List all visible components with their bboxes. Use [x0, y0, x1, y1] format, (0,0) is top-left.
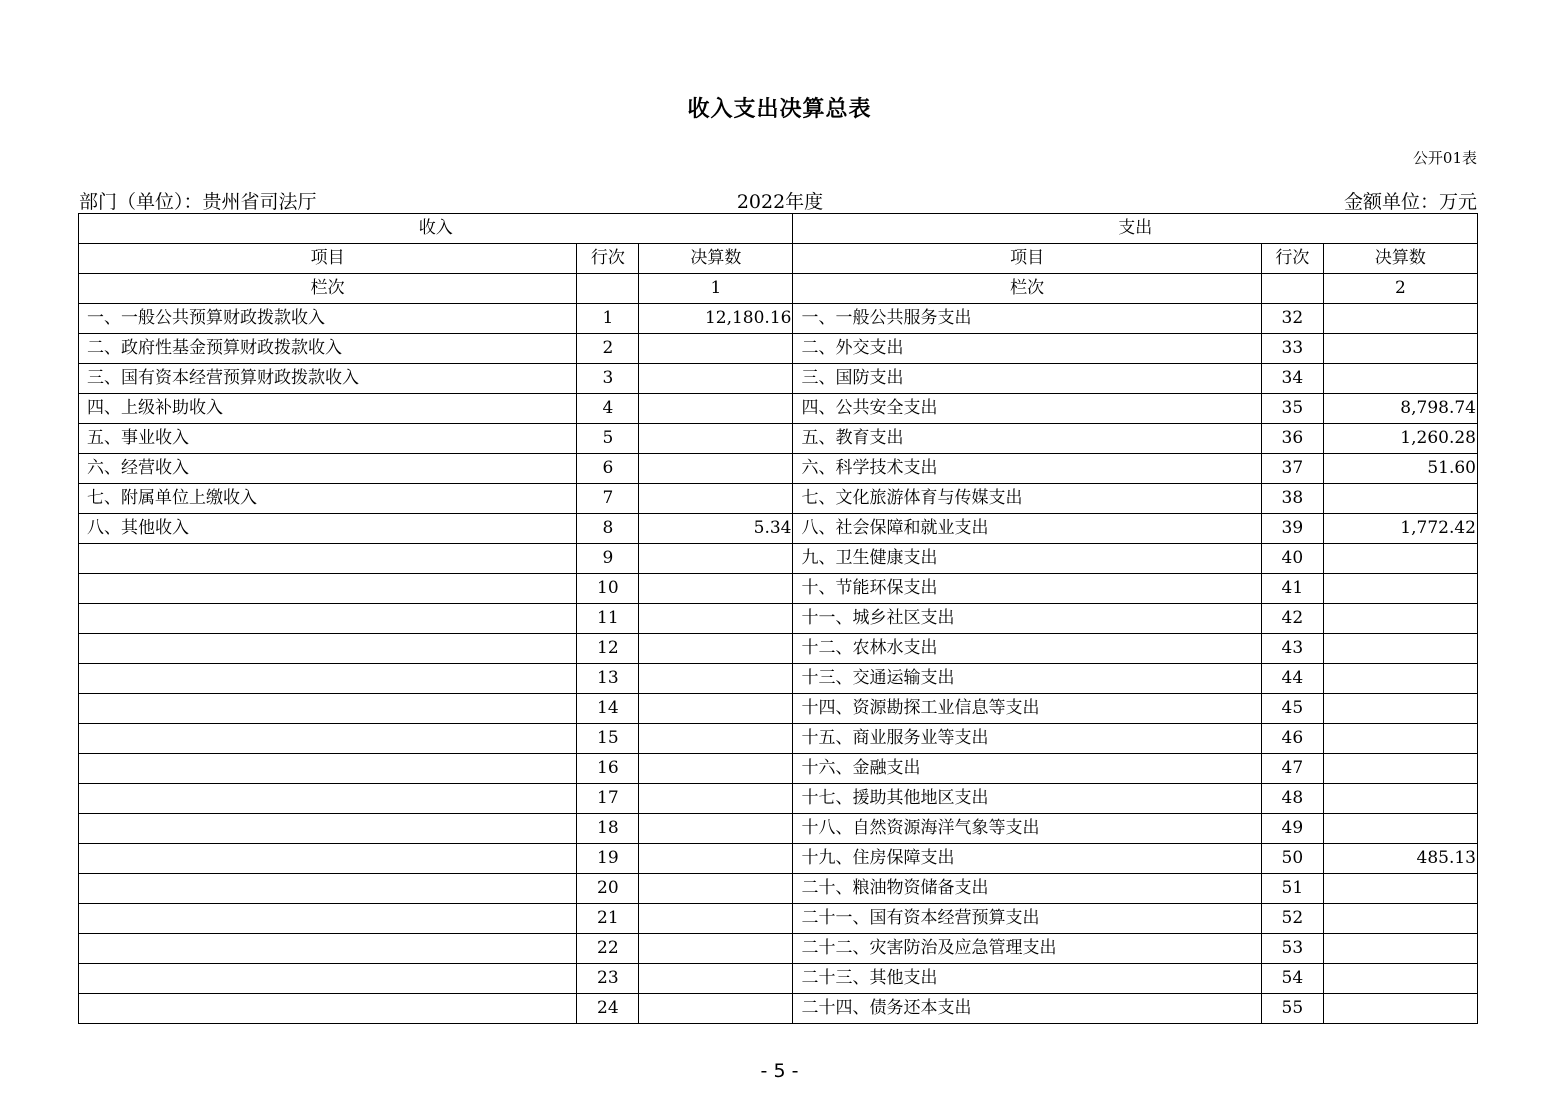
income-amount-cell — [639, 844, 793, 874]
page-number: - 5 - — [760, 1060, 799, 1082]
income-item-cell — [79, 574, 577, 604]
expense-line-cell: 46 — [1261, 724, 1323, 754]
income-amount-cell — [639, 394, 793, 424]
expense-line-cell: 42 — [1261, 604, 1323, 634]
table-row — [79, 304, 1478, 334]
expense-line-cell: 39 — [1261, 514, 1323, 544]
expense-item-header: 项目 — [793, 244, 1261, 274]
income-line-cell: 22 — [577, 934, 639, 964]
income-column-label: 栏次 — [79, 274, 577, 304]
income-amount-cell — [639, 994, 793, 1024]
expense-amount-cell — [1323, 814, 1477, 844]
expense-line-cell: 34 — [1261, 364, 1323, 394]
income-amount-cell — [639, 934, 793, 964]
income-amount-cell — [639, 424, 793, 454]
income-item-cell: 七、附属单位上缴收入 — [79, 484, 577, 514]
table-row — [79, 664, 1478, 694]
table-row — [79, 904, 1478, 934]
expense-amount-cell — [1323, 934, 1477, 964]
expense-line-cell: 45 — [1261, 694, 1323, 724]
income-item-cell — [79, 994, 577, 1024]
expense-item-cell: 七、文化旅游体育与传媒支出 — [793, 484, 1261, 514]
income-item-cell — [79, 694, 577, 724]
income-item-cell: 四、上级补助收入 — [79, 394, 577, 424]
expense-item-cell: 十六、金融支出 — [793, 754, 1261, 784]
income-item-cell — [79, 934, 577, 964]
expense-item-cell: 五、教育支出 — [793, 424, 1261, 454]
expense-amount-cell: 485.13 — [1323, 844, 1477, 874]
expense-item-cell: 二、外交支出 — [793, 334, 1261, 364]
expense-item-cell: 十八、自然资源海洋气象等支出 — [793, 814, 1261, 844]
income-item-cell — [79, 964, 577, 994]
income-amount-cell — [639, 604, 793, 634]
income-item-cell: 八、其他收入 — [79, 514, 577, 544]
expense-line-cell: 35 — [1261, 394, 1323, 424]
income-item-cell: 一、一般公共预算财政拨款收入 — [79, 304, 577, 334]
income-amount-cell — [639, 334, 793, 364]
section-header-row — [79, 214, 1478, 244]
income-amount-cell — [639, 364, 793, 394]
table-row — [79, 364, 1478, 394]
expense-line-cell: 48 — [1261, 784, 1323, 814]
expense-amount-cell — [1323, 304, 1477, 334]
income-item-cell — [79, 754, 577, 784]
table-row — [79, 454, 1478, 484]
income-amount-cell: 5.34 — [639, 514, 793, 544]
expense-amount-cell — [1323, 484, 1477, 514]
income-line-header: 行次 — [577, 244, 639, 274]
income-amount-cell — [639, 574, 793, 604]
expense-line-cell: 47 — [1261, 754, 1323, 784]
income-line-cell: 17 — [577, 784, 639, 814]
income-line-cell: 18 — [577, 814, 639, 844]
expense-amount-cell — [1323, 364, 1477, 394]
income-expense-table — [78, 213, 1478, 1024]
expense-item-cell: 二十一、国有资本经营预算支出 — [793, 904, 1261, 934]
income-line-cell: 15 — [577, 724, 639, 754]
income-line-cell: 10 — [577, 574, 639, 604]
income-item-cell — [79, 724, 577, 754]
income-section-header: 收入 — [79, 214, 793, 244]
expense-line-cell: 32 — [1261, 304, 1323, 334]
income-line-cell: 5 — [577, 424, 639, 454]
expense-amount-cell — [1323, 754, 1477, 784]
expense-line-cell: 43 — [1261, 634, 1323, 664]
table-row — [79, 574, 1478, 604]
expense-amount-cell — [1323, 874, 1477, 904]
table-row — [79, 694, 1478, 724]
expense-amount-cell — [1323, 574, 1477, 604]
table-row — [79, 934, 1478, 964]
income-line-cell: 6 — [577, 454, 639, 484]
expense-amount-cell — [1323, 664, 1477, 694]
income-line-cell: 9 — [577, 544, 639, 574]
income-amount-cell — [639, 664, 793, 694]
income-column-number: 1 — [639, 274, 793, 304]
expense-item-cell: 一、一般公共服务支出 — [793, 304, 1261, 334]
expense-line-cell: 51 — [1261, 874, 1323, 904]
income-line-cell: 1 — [577, 304, 639, 334]
expense-line-cell: 33 — [1261, 334, 1323, 364]
income-line-cell: 19 — [577, 844, 639, 874]
table-row — [79, 604, 1478, 634]
expense-item-cell: 十、节能环保支出 — [793, 574, 1261, 604]
expense-line-cell: 52 — [1261, 904, 1323, 934]
expense-line-cell: 37 — [1261, 454, 1323, 484]
table-row — [79, 994, 1478, 1024]
table-row — [79, 544, 1478, 574]
income-amount-cell — [639, 784, 793, 814]
column-number-row — [79, 274, 1478, 304]
expense-section-header: 支出 — [793, 214, 1478, 244]
table-row — [79, 784, 1478, 814]
income-line-cell: 12 — [577, 634, 639, 664]
income-line-cell: 14 — [577, 694, 639, 724]
expense-item-cell: 十三、交通运输支出 — [793, 664, 1261, 694]
expense-column-label: 栏次 — [793, 274, 1261, 304]
income-amount-cell — [639, 544, 793, 574]
income-item-cell — [79, 664, 577, 694]
income-item-cell — [79, 814, 577, 844]
income-line-cell: 4 — [577, 394, 639, 424]
expense-column-number: 2 — [1323, 274, 1477, 304]
table-row — [79, 424, 1478, 454]
expense-amount-cell — [1323, 964, 1477, 994]
table-row — [79, 874, 1478, 904]
expense-line-cell: 53 — [1261, 934, 1323, 964]
expense-item-cell: 十四、资源勘探工业信息等支出 — [793, 694, 1261, 724]
table-row — [79, 724, 1478, 754]
income-amount-cell — [639, 724, 793, 754]
expense-item-cell: 二十三、其他支出 — [793, 964, 1261, 994]
expense-amount-cell — [1323, 604, 1477, 634]
expense-item-cell: 六、科学技术支出 — [793, 454, 1261, 484]
fiscal-year: 2022年度 — [736, 191, 824, 213]
table-row — [79, 394, 1478, 424]
income-line-cell: 13 — [577, 664, 639, 694]
income-amount-cell — [639, 484, 793, 514]
expense-item-cell: 十一、城乡社区支出 — [793, 604, 1261, 634]
expense-item-cell: 二十二、灾害防治及应急管理支出 — [793, 934, 1261, 964]
income-amount-cell — [639, 814, 793, 844]
expense-item-cell: 十七、援助其他地区支出 — [793, 784, 1261, 814]
table-row — [79, 964, 1478, 994]
income-line-cell: 2 — [577, 334, 639, 364]
income-item-cell: 二、政府性基金预算财政拨款收入 — [79, 334, 577, 364]
expense-line-cell: 36 — [1261, 424, 1323, 454]
page-title: 收入支出决算总表 — [687, 97, 872, 122]
amount-unit: 金额单位：万元 — [1343, 191, 1477, 213]
income-item-cell: 三、国有资本经营预算财政拨款收入 — [79, 364, 577, 394]
table-row — [79, 334, 1478, 364]
expense-item-cell: 十九、住房保障支出 — [793, 844, 1261, 874]
income-line-cell: 21 — [577, 904, 639, 934]
income-line-cell: 3 — [577, 364, 639, 394]
expense-amount-cell: 1,772.42 — [1323, 514, 1477, 544]
income-amount-cell — [639, 454, 793, 484]
table-row — [79, 814, 1478, 844]
income-item-cell: 六、经营收入 — [79, 454, 577, 484]
expense-amount-cell — [1323, 724, 1477, 754]
income-item-cell — [79, 904, 577, 934]
expense-line-cell: 55 — [1261, 994, 1323, 1024]
income-item-cell — [79, 604, 577, 634]
table-body — [79, 304, 1478, 1024]
income-item-cell — [79, 844, 577, 874]
expense-item-cell: 十五、商业服务业等支出 — [793, 724, 1261, 754]
expense-item-cell: 三、国防支出 — [793, 364, 1261, 394]
income-line-cell: 11 — [577, 604, 639, 634]
expense-amount-cell — [1323, 334, 1477, 364]
expense-item-cell: 二十四、债务还本支出 — [793, 994, 1261, 1024]
table-row — [79, 844, 1478, 874]
expense-item-cell: 九、卫生健康支出 — [793, 544, 1261, 574]
expense-amount-cell: 51.60 — [1323, 454, 1477, 484]
income-line-cell: 16 — [577, 754, 639, 784]
expense-item-cell: 八、社会保障和就业支出 — [793, 514, 1261, 544]
expense-amount-header: 决算数 — [1323, 244, 1477, 274]
expense-amount-cell — [1323, 634, 1477, 664]
income-line-cell: 23 — [577, 964, 639, 994]
table-row — [79, 634, 1478, 664]
income-item-cell — [79, 544, 577, 574]
expense-line-cell: 54 — [1261, 964, 1323, 994]
expense-line-cell: 38 — [1261, 484, 1323, 514]
form-number: 公开01表 — [1412, 149, 1477, 167]
income-line-cell: 20 — [577, 874, 639, 904]
expense-amount-cell: 1,260.28 — [1323, 424, 1477, 454]
income-amount-header: 决算数 — [639, 244, 793, 274]
table-row — [79, 514, 1478, 544]
expense-line-cell: 49 — [1261, 814, 1323, 844]
department-label: 部门（单位）：贵州省司法厅 — [79, 191, 317, 213]
expense-amount-cell — [1323, 544, 1477, 574]
expense-line-cell: 44 — [1261, 664, 1323, 694]
income-amount-cell — [639, 964, 793, 994]
income-amount-cell — [639, 904, 793, 934]
expense-amount-cell: 8,798.74 — [1323, 394, 1477, 424]
table-row — [79, 484, 1478, 514]
expense-amount-cell — [1323, 994, 1477, 1024]
expense-amount-cell — [1323, 904, 1477, 934]
expense-item-cell: 十二、农林水支出 — [793, 634, 1261, 664]
expense-item-cell: 四、公共安全支出 — [793, 394, 1261, 424]
income-amount-cell: 12,180.16 — [639, 304, 793, 334]
expense-line-cell: 50 — [1261, 844, 1323, 874]
income-line-cell: 7 — [577, 484, 639, 514]
expense-line-cell: 40 — [1261, 544, 1323, 574]
income-line-cell: 24 — [577, 994, 639, 1024]
income-item-cell — [79, 634, 577, 664]
income-line-cell: 8 — [577, 514, 639, 544]
income-amount-cell — [639, 694, 793, 724]
expense-amount-cell — [1323, 784, 1477, 814]
expense-item-cell: 二十、粮油物资储备支出 — [793, 874, 1261, 904]
expense-line-header: 行次 — [1261, 244, 1323, 274]
income-item-cell — [79, 874, 577, 904]
table-row — [79, 754, 1478, 784]
expense-amount-cell — [1323, 694, 1477, 724]
column-header-row — [79, 244, 1478, 274]
expense-line-cell: 41 — [1261, 574, 1323, 604]
income-item-cell — [79, 784, 577, 814]
income-amount-cell — [639, 634, 793, 664]
expense-column-blank — [1261, 274, 1323, 304]
income-item-header: 项目 — [79, 244, 577, 274]
income-amount-cell — [639, 874, 793, 904]
income-item-cell: 五、事业收入 — [79, 424, 577, 454]
income-amount-cell — [639, 754, 793, 784]
income-column-blank — [577, 274, 639, 304]
